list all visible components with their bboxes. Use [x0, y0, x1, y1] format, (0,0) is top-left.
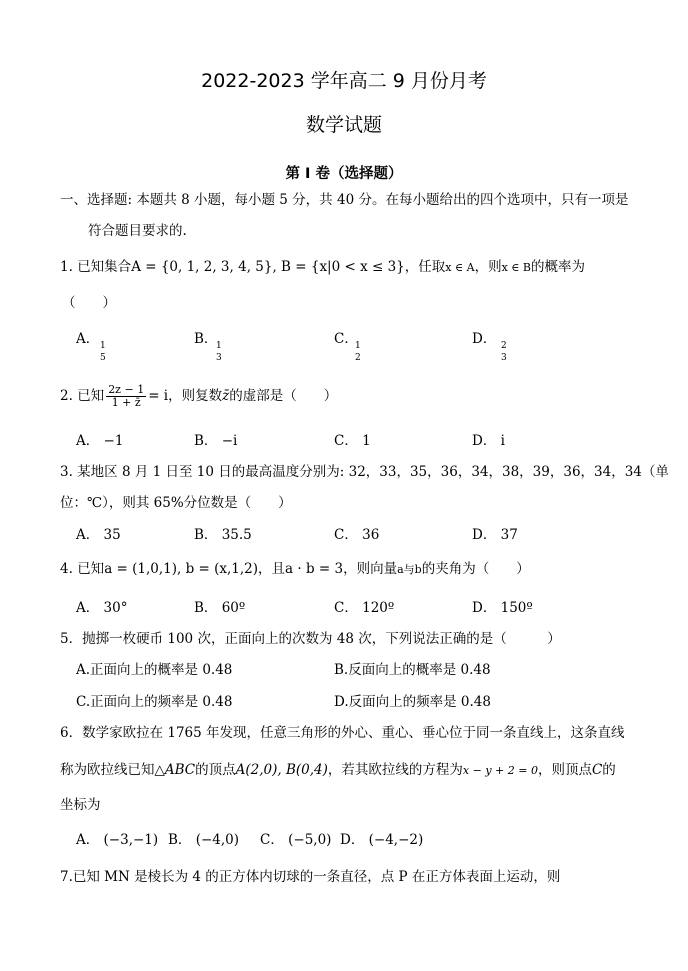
option-b[interactable]: B． −i — [194, 433, 238, 449]
fraction-denominator: 3 — [216, 353, 222, 363]
fraction-numerator: 2z − 1 — [108, 383, 145, 396]
question-6-line-3: 坐标为 — [60, 797, 101, 813]
math-expression: x − y + 2 = 0 — [462, 764, 538, 777]
option-b[interactable]: B． 60º — [194, 600, 246, 616]
option-b[interactable]: B． (−4,0) — [168, 832, 240, 848]
option-c[interactable]: C． 1 — [334, 433, 371, 449]
question-text: ，则顶点 — [537, 762, 592, 778]
fraction-denominator: 3 — [501, 353, 507, 363]
question-6-line-2 — [60, 758, 616, 778]
question-text: 已知 — [77, 561, 105, 577]
option-c[interactable]: C.正面向上的频率是 0.48 — [76, 694, 233, 710]
fraction-denominator: 5 — [100, 353, 106, 363]
option-d[interactable]: D． 150º — [472, 600, 533, 616]
exam-title: 2022-2023 学年高二 9 月份月考 — [201, 70, 487, 92]
option-d[interactable]: D． 37 — [472, 527, 518, 543]
fraction-denominator: 2 — [355, 353, 361, 363]
fraction — [106, 384, 146, 409]
math-expression: = i — [148, 388, 169, 404]
option-d[interactable]: D． (−4,−2) — [340, 832, 424, 848]
question-text: ，若其欧拉线的方程为 — [327, 762, 463, 778]
fraction-numerator: 2 — [501, 341, 507, 351]
question-2 — [60, 384, 337, 409]
question-text: ，且 — [258, 561, 286, 577]
fraction-numerator: 1 — [100, 341, 106, 351]
set-expression: A = {0, 1, 2, 3, 4, 5}, B = {x|0 < x ≤ 3} — [131, 259, 405, 275]
option-b[interactable]: B． — [194, 331, 218, 347]
option-c[interactable]: C． — [334, 331, 358, 347]
question-text: ，则复数 — [168, 388, 223, 404]
option-a[interactable]: A． 30° — [76, 600, 128, 616]
option-a[interactable]: A． — [76, 331, 100, 347]
math-expression: a · b = 3 — [285, 561, 344, 577]
option-d[interactable]: D.反面向上的频率是 0.48 — [334, 694, 491, 710]
question-1 — [60, 255, 585, 275]
option-a-fraction — [100, 340, 106, 364]
question-text: ，则向量 — [343, 561, 398, 577]
question-4 — [60, 557, 530, 577]
option-a[interactable]: A． 35 — [76, 527, 121, 543]
question-number: 2. — [60, 388, 73, 404]
question-text: 已知集合 — [77, 259, 132, 275]
instructions-line-1: 一、选择题: 本题共 8 小题，每小题 5 分，共 40 分。在每小题给出的四个选项中，只有一项是 — [60, 192, 629, 208]
question-7: 7.已知 MN 是棱长为 4 的正方体内切球的一条直径，点 P 在正方体表面上运动，则 — [60, 869, 561, 885]
question-text: 的概率为 — [531, 259, 586, 275]
option-b[interactable]: B． 35.5 — [194, 527, 252, 543]
question-text: 的夹角为（ ） — [421, 561, 530, 577]
question-text: 的顶点 — [195, 762, 236, 778]
math-expression: z̄ — [222, 388, 230, 404]
fraction-denominator: 1 + z̄ — [111, 396, 141, 409]
option-c[interactable]: C． 120º — [334, 600, 395, 616]
math-expression: C — [591, 762, 603, 778]
section-title: 第 I 卷（选择题） — [285, 166, 403, 182]
math-expression: △ABC — [154, 762, 196, 778]
question-text: ，任取 — [404, 259, 446, 275]
option-d[interactable]: D． — [472, 331, 497, 347]
option-c[interactable]: C． 36 — [334, 527, 380, 543]
question-number: 1. — [60, 259, 73, 275]
question-text: 的虚部是（ ） — [229, 388, 338, 404]
vector-expression: a = (1,0,1), b = (x,1,2) — [104, 561, 259, 577]
option-a[interactable]: A． (−3,−1) — [76, 832, 159, 848]
fraction-numerator: 1 — [355, 341, 361, 351]
question-text: 称为欧拉线已知 — [60, 762, 155, 778]
option-c[interactable]: C． (−5,0) — [260, 832, 332, 848]
math-expression: A(2,0), B(0,4) — [235, 762, 328, 778]
option-b[interactable]: B.反面向上的概率是 0.48 — [334, 662, 491, 678]
question-6-line-1: 6．数学家欧拉在 1765 年发现，任意三角形的外心、重心、垂心位于同一条直线上，这条直线 — [60, 725, 625, 741]
math-expression: x ∈ B — [501, 261, 532, 274]
option-d-fraction — [501, 340, 507, 364]
option-c-fraction — [355, 340, 361, 364]
question-number: 4. — [60, 561, 73, 577]
subject-title: 数学试题 — [305, 114, 382, 136]
question-text: 的 — [602, 762, 616, 778]
question-text: 已知 — [77, 388, 105, 404]
option-a[interactable]: A.正面向上的概率是 0.48 — [76, 662, 233, 678]
math-expression: a与b — [397, 563, 422, 576]
question-3-line-1: 3. 某地区 8 月 1 日至 10 日的最高温度分别为: 32，33，35，36，34，38，39，36，34，34（单 — [60, 464, 669, 480]
question-text: ，则 — [474, 259, 502, 275]
question-3-line-2: 位：℃），则其 65%分位数是（ ） — [60, 495, 292, 511]
answer-parentheses: （ ） — [62, 295, 116, 311]
question-5: 5．抛掷一枚硬币 100 次，正面向上的次数为 48 次，下列说法正确的是（ ） — [60, 631, 561, 647]
math-expression: x ∈ A — [445, 261, 475, 274]
fraction-numerator: 1 — [216, 341, 222, 351]
instructions-line-2: 符合题目要求的. — [88, 223, 187, 239]
option-d[interactable]: D． i — [472, 433, 505, 449]
option-a[interactable]: A． −1 — [76, 433, 124, 449]
option-b-fraction — [216, 340, 222, 364]
